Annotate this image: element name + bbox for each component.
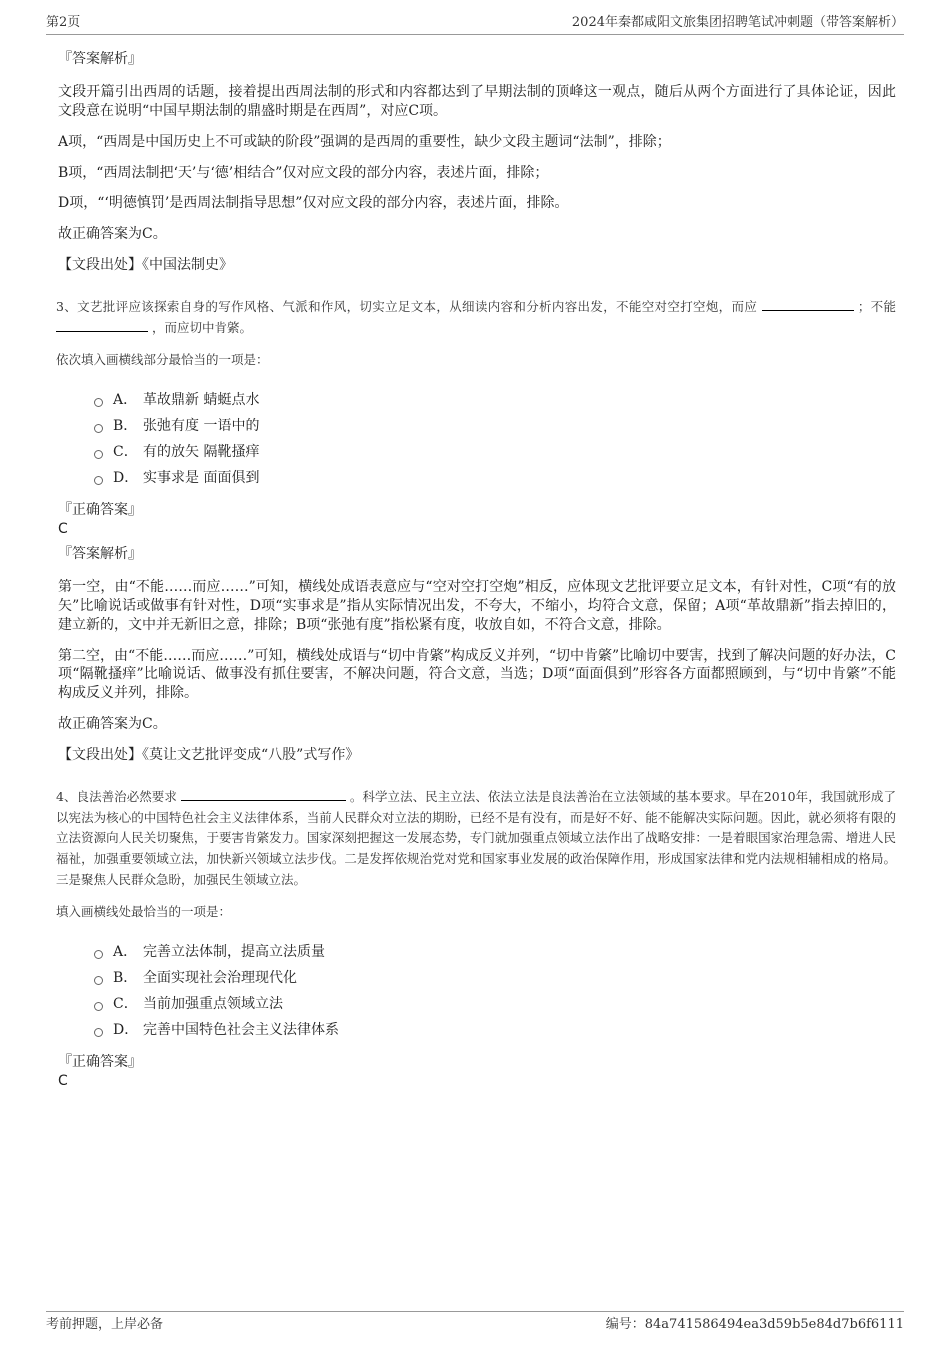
radio-button[interactable]: [94, 476, 103, 485]
correct-answer: C: [58, 521, 68, 538]
question-prompt: 填入画横线处最恰当的一项是：: [56, 904, 232, 920]
option-c[interactable]: C． 当前加强重点领域立法: [94, 991, 896, 1017]
analysis-conclusion: 故正确答案为C。: [58, 226, 167, 243]
analysis-paragraph: 第一空，由“不能……而应……”可知，横线处成语表意应与“空对空打空炮”相反，应体现文艺批评要立足文本，有针对性，C项“有的放矢”比喻说话或做事有针对性，D项“实事求是”指从实际情况出发，不夸大，不缩小，均符合文意，保留；A项“革故鼎新”指去掉旧的，建立新的，文中并无新旧之意，排除；B项“张弛有度”指松紧有度，收放自如，不符合文意，排除。: [58, 578, 896, 633]
page-footer: [46, 1311, 904, 1336]
radio-button[interactable]: [94, 1002, 103, 1011]
option-c[interactable]: C． 有的放矢 隔靴搔痒: [94, 439, 896, 465]
option-b[interactable]: B． 张弛有度 一语中的: [94, 413, 896, 439]
radio-button[interactable]: [94, 976, 103, 985]
document-title: 2024年秦都咸阳文旅集团招聘笔试冲刺题（带答案解析）: [571, 15, 904, 30]
radio-button[interactable]: [94, 450, 103, 459]
radio-button[interactable]: [94, 1028, 103, 1037]
option-list: [94, 387, 896, 491]
question-stem: [56, 297, 896, 338]
analysis-paragraph: B项，“西周法制把‘天’与‘德’相结合”仅对应文段的部分内容，表述片面，排除；: [58, 164, 549, 181]
footer-slogan: 考前押题，上岸必备: [46, 1317, 164, 1332]
source-citation: 【文段出处】《莫让文艺批评变成“八股”式写作》: [58, 747, 360, 764]
question-prompt: 依次填入画横线部分最恰当的一项是：: [56, 352, 269, 368]
option-a[interactable]: A． 完善立法体制，提高立法质量: [94, 939, 896, 965]
question-text: 。科学立法、民主立法、依法立法是良法善治在立法领域的基本要求。早在2010年，我国就形成了以宪法为核心的中国特色社会主义法律体系，当前人民群众对立法的期盼，已经不是有没有，而是好不好、能不能解决实际问题。因此，就必须将有限的立法资源向人民关切聚焦，于要害肯綮发力。国家深刻把握这一发展态势，专门就加强重点领域立法作出了战略安排：一是着眼国家治理急需、增进人民福祉，加强重要领域立法，加快新兴领域立法步伐。二是发挥依规治党对党和国家事业发展的政治保障作用，形成国家法律和党内法规相辅相成的格局。三是聚焦人民群众急盼，加强民生领域立法。: [56, 789, 896, 887]
analysis-conclusion: 故正确答案为C。: [58, 716, 167, 733]
question-text: ，而应切中肯綮。: [151, 319, 252, 335]
radio-button[interactable]: [94, 424, 103, 433]
analysis-tag: 『答案解析』: [58, 546, 142, 563]
source-citation: 【文段出处】《中国法制史》: [58, 257, 233, 274]
analysis-block-q2: [56, 50, 896, 275]
analysis-paragraph: A项，“西周是中国历史上不可或缺的阶段”强调的是西周的重要性，缺少文段主题词“法制”，排除；: [58, 133, 671, 150]
analysis-paragraph: D项，“‘明德慎罚’是西周法制指导思想”仅对应文段的部分内容，表述片面，排除。: [58, 195, 569, 212]
answer-blank: [181, 788, 346, 801]
question-text: 3、文艺批评应该探索自身的写作风格、气派和作风，切实立足文本，从细读内容和分析内容出发，不能空对空打空炮，而应: [56, 299, 758, 315]
page-header: [46, 12, 904, 35]
option-list: [94, 939, 896, 1043]
question-3: [56, 297, 896, 765]
option-d[interactable]: D． 完善中国特色社会主义法律体系: [94, 1017, 896, 1043]
question-4: [56, 787, 896, 1091]
radio-button[interactable]: [94, 398, 103, 407]
document-body: [56, 44, 896, 1097]
analysis-paragraph: 第二空，由“不能……而应……”可知，横线处成语与“切中肯綮”构成反义并列，“切中肯綮”比喻切中要害，找到了解决问题的好办法，C项“隔靴搔痒”比喻说话、做事没有抓住要害，不解决问题，符合文意，当选；D项“面面俱到”形容各方面都照顾到，与“切中肯綮”不能构成反义并列，排除。: [58, 647, 896, 702]
answer-blank: [56, 319, 148, 332]
question-text: 4、良法善治必然要求: [56, 789, 177, 805]
page-number: 第2页: [46, 15, 81, 30]
option-d[interactable]: D． 实事求是 面面俱到: [94, 465, 896, 491]
radio-button[interactable]: [94, 950, 103, 959]
analysis-paragraph: 文段开篇引出西周的话题，接着提出西周法制的形式和内容都达到了早期法制的顶峰这一观点，随后从两个方面进行了具体论证，因此文段意在说明“中国早期法制的鼎盛时期是在西周”，对应C项。: [58, 83, 896, 119]
correct-answer-tag: 『正确答案』: [58, 1054, 142, 1071]
document-id: 编号：84a741586494ea3d59b5e84d7b6f6111: [605, 1317, 904, 1332]
correct-answer-tag: 『正确答案』: [58, 502, 142, 519]
option-a[interactable]: A． 革故鼎新 蜻蜓点水: [94, 387, 896, 413]
correct-answer: C: [58, 1072, 68, 1089]
answer-blank: [762, 298, 854, 311]
option-b[interactable]: B． 全面实现社会治理现代化: [94, 965, 896, 991]
question-stem: [56, 787, 896, 890]
question-text: ；不能: [857, 299, 896, 315]
analysis-tag: 『答案解析』: [58, 51, 142, 67]
